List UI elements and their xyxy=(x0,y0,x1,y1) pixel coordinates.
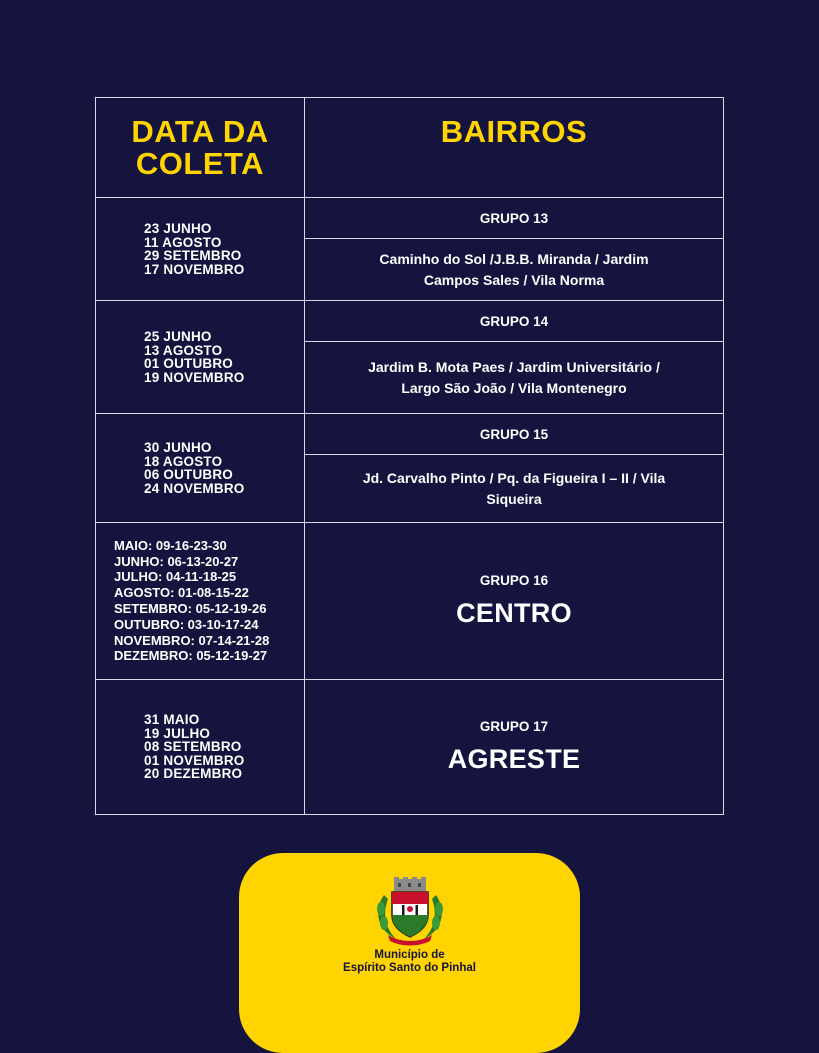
group-block xyxy=(305,523,723,679)
table-row-group-14 xyxy=(96,301,723,414)
municipality-name xyxy=(239,949,580,975)
dates-cell xyxy=(96,198,305,300)
municipality-line1: Município de xyxy=(374,949,445,961)
group-label: GRUPO 15 xyxy=(305,414,723,455)
header-bairros-cell xyxy=(305,98,723,197)
municipality-footer xyxy=(239,853,580,1053)
dates-list xyxy=(96,713,304,781)
date-item: 01 NOVEMBRO xyxy=(144,752,245,768)
date-item: 23 JUNHO xyxy=(144,221,212,236)
coat-of-arms-icon xyxy=(370,875,450,947)
date-item: MAIO: 09-16-23-30 xyxy=(114,537,227,553)
group-block xyxy=(305,680,723,814)
date-item: OUTUBRO: 03-10-17-24 xyxy=(114,616,259,632)
dates-cell xyxy=(96,680,305,814)
neighborhoods-line: Caminho do Sol /J.B.B. Miranda / Jardim xyxy=(379,250,649,267)
dates-list xyxy=(96,222,304,276)
neighborhoods-line: Campos Sales / Vila Norma xyxy=(423,271,605,288)
neighborhoods-line: Largo São João / Vila Montenegro xyxy=(401,379,627,396)
neighborhoods-line: Siqueira xyxy=(486,490,542,507)
dates-cell xyxy=(96,414,305,522)
group-cell xyxy=(305,301,723,413)
date-item: AGOSTO: 01-08-15-22 xyxy=(114,585,249,601)
date-item: 13 AGOSTO xyxy=(144,342,223,358)
dates-list xyxy=(96,538,304,664)
date-item: 29 SETEMBRO xyxy=(144,248,242,263)
dates-cell xyxy=(96,301,305,413)
group-label: GRUPO 16 xyxy=(479,573,549,588)
date-item: JULHO: 04-11-18-25 xyxy=(114,569,237,585)
date-item: 08 SETEMBRO xyxy=(144,739,242,755)
bairros-column-title: BAIRROS xyxy=(440,114,588,149)
date-item: 24 NOVEMBRO xyxy=(144,480,245,496)
date-item: NOVEMBRO: 07-14-21-28 xyxy=(114,632,270,648)
table-header-row xyxy=(96,98,723,198)
date-title-line2: COLETA xyxy=(135,145,265,181)
neighborhoods-line: Jardim B. Mota Paes / Jardim Universitário / xyxy=(368,358,660,375)
neighborhoods-text xyxy=(305,342,723,413)
neighborhoods-text xyxy=(305,239,723,300)
table-row-group-17 xyxy=(96,680,723,814)
date-column-title xyxy=(96,113,304,181)
group-cell xyxy=(305,198,723,300)
dates-cell xyxy=(96,523,305,679)
area-name: AGRESTE xyxy=(447,744,581,774)
municipality-line2: Espírito Santo do Pinhal xyxy=(343,962,476,974)
neighborhoods-line: Jd. Carvalho Pinto / Pq. da Figueira I – II / Vila xyxy=(362,469,666,486)
group-label: GRUPO 17 xyxy=(479,719,549,734)
table-row-group-16 xyxy=(96,523,723,680)
date-title-line1: DATA DA xyxy=(131,113,269,149)
date-item: 20 DEZEMBRO xyxy=(144,766,243,782)
dates-list xyxy=(96,441,304,495)
date-item: 17 NOVEMBRO xyxy=(144,261,245,277)
date-item: 31 MAIO xyxy=(144,712,200,728)
date-item: DEZEMBRO: 05-12-19-27 xyxy=(114,648,268,664)
group-cell xyxy=(305,680,723,814)
date-item: 30 JUNHO xyxy=(144,440,212,455)
date-item: 06 OUTUBRO xyxy=(144,467,234,482)
date-item: SETEMBRO: 05-12-19-26 xyxy=(114,601,267,616)
header-date-cell xyxy=(96,98,305,197)
group-cell xyxy=(305,414,723,522)
group-label: GRUPO 14 xyxy=(305,301,723,342)
table-row-group-15 xyxy=(96,414,723,523)
table-row-group-13 xyxy=(96,198,723,301)
group-cell xyxy=(305,523,723,679)
date-item: 19 JULHO xyxy=(144,725,211,741)
date-item: 25 JUNHO xyxy=(144,329,212,344)
dates-list xyxy=(96,330,304,384)
date-item: 19 NOVEMBRO xyxy=(144,369,245,385)
date-item: 18 AGOSTO xyxy=(144,453,223,469)
group-label: GRUPO 13 xyxy=(305,198,723,239)
collection-schedule-table xyxy=(95,97,724,815)
date-item: 01 OUTUBRO xyxy=(144,356,234,371)
area-name: CENTRO xyxy=(456,598,572,628)
date-item: JUNHO: 06-13-20-27 xyxy=(114,553,239,569)
neighborhoods-text xyxy=(305,455,723,522)
date-item: 11 AGOSTO xyxy=(144,234,222,250)
